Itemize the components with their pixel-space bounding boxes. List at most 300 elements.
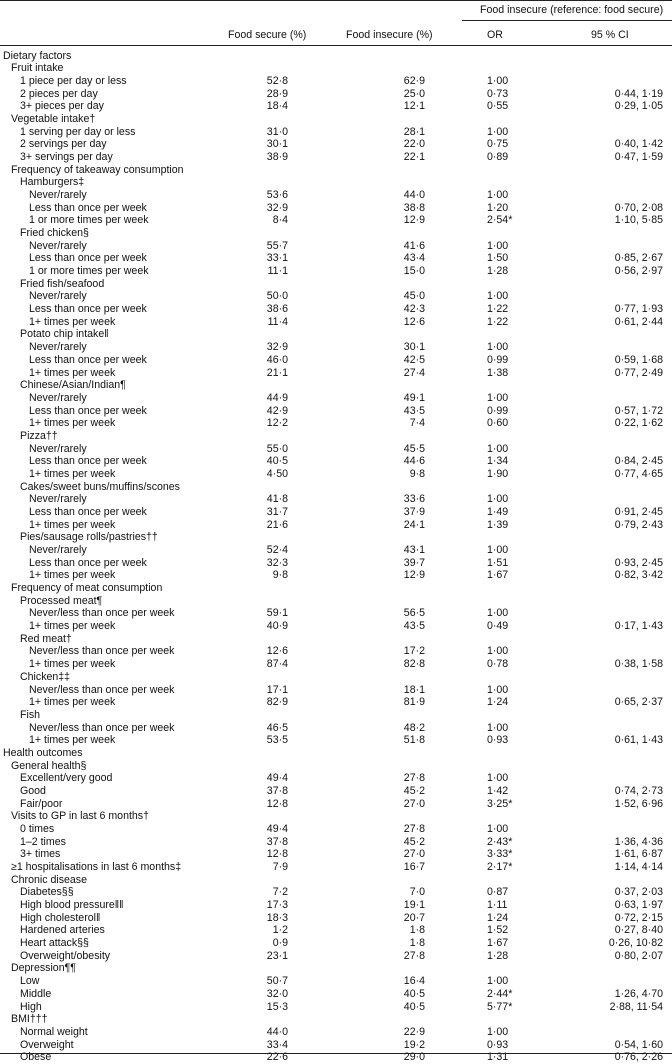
odds-ratio-value: 1·00 [487, 391, 509, 404]
row-label: Low [20, 975, 40, 988]
odds-ratio-value: 5·77* [487, 1000, 513, 1013]
odds-ratio-value: 1·00 [487, 74, 509, 87]
table-row [0, 582, 672, 595]
row-label: Vegetable intake† [11, 112, 96, 125]
food-secure-value: 17·1 [266, 683, 288, 696]
confidence-interval-value: 0·54, 1·60 [614, 1038, 663, 1051]
food-insecure-value: 42·3 [403, 303, 425, 316]
food-insecure-value: 44·0 [403, 188, 425, 201]
food-secure-value: 50·0 [266, 290, 288, 303]
food-secure-value: 1·2 [272, 924, 288, 937]
table-row [0, 265, 672, 278]
table-row [0, 988, 672, 1001]
food-secure-value: 32·9 [266, 201, 288, 214]
table-row [0, 88, 672, 101]
group-header: Food insecure (reference: food secure) [480, 4, 664, 16]
table-row [0, 772, 672, 785]
table-row [0, 354, 672, 367]
food-secure-value: 12·6 [266, 645, 288, 658]
row-label: Less than once per week [29, 353, 147, 366]
food-insecure-value: 43·1 [403, 544, 425, 557]
row-label: General health§ [11, 759, 87, 772]
odds-ratio-value: 0·93 [487, 734, 509, 747]
table-row [0, 950, 672, 963]
food-secure-value: 12·8 [266, 797, 288, 810]
table-row [0, 240, 672, 253]
food-insecure-value: 7·4 [409, 417, 425, 430]
table-row [0, 785, 672, 798]
food-insecure-value: 19·2 [403, 1038, 425, 1051]
table-row [0, 227, 672, 240]
table-row [0, 912, 672, 925]
row-label: 3+ servings per day [20, 150, 113, 163]
food-secure-value: 7·9 [272, 861, 288, 874]
food-insecure-value: 44·6 [403, 455, 425, 468]
row-label: Frequency of meat consumption [11, 582, 163, 595]
food-insecure-value: 27·8 [403, 949, 425, 962]
table-row [0, 316, 672, 329]
food-secure-value: 49·4 [266, 822, 288, 835]
confidence-interval-value: 1·52, 6·96 [614, 797, 663, 810]
odds-ratio-value: 1·24 [487, 911, 509, 924]
food-secure-value: 50·7 [266, 975, 288, 988]
odds-ratio-value: 1·00 [487, 645, 509, 658]
food-insecure-value: 45·2 [403, 784, 425, 797]
table-row [0, 531, 672, 544]
odds-ratio-value: 1·00 [487, 822, 509, 835]
food-insecure-value: 16·4 [403, 975, 425, 988]
food-insecure-value: 51·8 [403, 734, 425, 747]
row-label: 1+ times per week [29, 734, 116, 747]
table-row [0, 962, 672, 975]
food-secure-value: 38·9 [266, 150, 288, 163]
food-insecure-value: 37·9 [403, 505, 425, 518]
odds-ratio-value: 1·67 [487, 937, 509, 950]
table-row [0, 620, 672, 633]
odds-ratio-value: 1·49 [487, 505, 509, 518]
food-secure-value: 8·4 [272, 214, 288, 227]
confidence-interval-value: 0·40, 1·42 [614, 138, 663, 151]
row-label: Middle [20, 987, 52, 1000]
confidence-interval-value: 0·29, 1·05 [614, 100, 663, 113]
row-label: 1+ times per week [29, 696, 116, 709]
row-label: Less than once per week [29, 404, 147, 417]
food-secure-value: 0·9 [272, 937, 288, 950]
food-secure-value: 21·6 [266, 518, 288, 531]
confidence-interval-value: 1·10, 5·85 [614, 214, 663, 227]
food-insecure-value: 56·5 [403, 607, 425, 620]
row-label: Good [20, 784, 46, 797]
row-label: 1 serving per day or less [20, 125, 136, 138]
odds-ratio-value: 1·00 [487, 125, 509, 138]
odds-ratio-value: 1·00 [487, 188, 509, 201]
row-label: Hamburgers‡ [20, 176, 85, 189]
food-secure-value: 33·4 [266, 1038, 288, 1051]
food-secure-value: 40·9 [266, 620, 288, 633]
table-row [0, 455, 672, 468]
table-row [0, 468, 672, 481]
confidence-interval-value: 0·93, 2·45 [614, 556, 663, 569]
confidence-interval-value: 0·56, 2·97 [614, 265, 663, 278]
row-label: Never/less than once per week [29, 683, 175, 696]
row-label: 1+ times per week [29, 417, 116, 430]
confidence-interval-value: 0·65, 2·37 [614, 696, 663, 709]
food-secure-value: 41·8 [266, 493, 288, 506]
table-row [0, 62, 672, 75]
table-row [0, 607, 672, 620]
table-row [0, 214, 672, 227]
row-label: 1+ times per week [29, 315, 116, 328]
odds-ratio-value: 0·99 [487, 353, 509, 366]
food-insecure-value: 18·1 [403, 683, 425, 696]
row-label: Fried fish/seafood [20, 277, 105, 290]
odds-ratio-value: 1·24 [487, 696, 509, 709]
confidence-interval-value: 0·72, 2·15 [614, 911, 663, 924]
food-secure-value: 55·7 [266, 239, 288, 252]
odds-ratio-value: 1·11 [487, 899, 508, 912]
food-insecure-value: 42·5 [403, 353, 425, 366]
odds-ratio-value: 1·31 [487, 1051, 509, 1064]
row-label: 3+ pieces per day [20, 100, 104, 113]
row-label: Fish [20, 708, 41, 721]
odds-ratio-value: 1·22 [487, 303, 509, 316]
top-rule [0, 0, 672, 1]
row-label: Never/less than once per week [29, 645, 175, 658]
odds-ratio-value: 0·49 [487, 620, 509, 633]
row-label: 1 piece per day or less [20, 74, 127, 87]
row-label: Never/rarely [29, 290, 87, 303]
food-insecure-value: 1·8 [409, 924, 425, 937]
table-row [0, 734, 672, 747]
odds-ratio-value: 1·34 [487, 455, 509, 468]
row-label: BMI††† [11, 1013, 48, 1026]
row-label: Never/rarely [29, 493, 87, 506]
table-row [0, 493, 672, 506]
food-secure-value: 11·4 [267, 315, 288, 328]
food-secure-value: 55·0 [266, 442, 288, 455]
food-secure-value: 38·6 [266, 303, 288, 316]
food-secure-value: 12·2 [266, 417, 288, 430]
row-label: 1+ times per week [29, 569, 116, 582]
table-row [0, 671, 672, 684]
food-secure-value: 15·3 [266, 1000, 288, 1013]
confidence-interval-value: 0·85, 2·67 [614, 252, 663, 265]
table-row [0, 544, 672, 557]
odds-ratio-value: 1·00 [487, 1025, 509, 1038]
food-secure-value: 32·3 [266, 556, 288, 569]
row-label: 0 times [20, 822, 55, 835]
table-row [0, 1013, 672, 1026]
food-secure-value: 87·4 [266, 658, 288, 671]
row-label: 1+ times per week [29, 518, 116, 531]
table-row [0, 328, 672, 341]
confidence-interval-value: 0·77, 2·49 [614, 366, 663, 379]
odds-ratio-value: 1·00 [487, 442, 509, 455]
table-row [0, 975, 672, 988]
odds-ratio-value: 2·17* [487, 861, 513, 874]
row-label: Never/less than once per week [29, 607, 175, 620]
row-label: Depression¶¶ [11, 962, 76, 975]
odds-ratio-value: 1·00 [487, 544, 509, 557]
food-insecure-value: 22·1 [403, 150, 425, 163]
odds-ratio-value: 0·99 [487, 404, 509, 417]
row-label: 1+ times per week [29, 366, 116, 379]
confidence-interval-value: 0·79, 2·43 [614, 518, 663, 531]
odds-ratio-value: 2·54* [487, 214, 513, 227]
food-secure-value: 46·5 [266, 721, 288, 734]
table-row [0, 481, 672, 494]
table-row [0, 684, 672, 697]
food-secure-value: 11·1 [267, 265, 288, 278]
food-insecure-value: 19·1 [403, 899, 425, 912]
col-header-food-secure: Food secure (%) [228, 29, 307, 41]
table-row [0, 138, 672, 151]
food-insecure-value: 43·5 [403, 620, 425, 633]
table-row [0, 798, 672, 811]
table-row [0, 557, 672, 570]
odds-ratio-value: 2·43* [487, 835, 513, 848]
confidence-interval-value: 0·77, 1·93 [614, 303, 663, 316]
table-row [0, 303, 672, 316]
row-label: 1+ times per week [29, 467, 116, 480]
odds-ratio-value: 1·00 [487, 290, 509, 303]
row-label: Frequency of takeaway consumption [11, 163, 184, 176]
food-insecure-value: 16·7 [403, 861, 425, 874]
odds-ratio-value: 0·60 [487, 417, 509, 430]
food-insecure-value: 7·0 [409, 886, 425, 899]
food-insecure-value: 1·8 [409, 937, 425, 950]
table-row [0, 430, 672, 443]
row-label: Obese [20, 1051, 52, 1064]
food-secure-value: 46·0 [266, 353, 288, 366]
confidence-interval-value: 1·26, 4·70 [614, 987, 663, 1000]
row-label: High blood pressure‖‖ [20, 899, 124, 912]
table-row [0, 75, 672, 88]
row-label: Visits to GP in last 6 months† [11, 810, 149, 823]
row-label: Less than once per week [29, 455, 147, 468]
food-insecure-value: 28·1 [403, 125, 425, 138]
food-insecure-value: 29·0 [403, 1051, 425, 1064]
row-label: Fruit intake [11, 62, 64, 75]
table-row [0, 645, 672, 658]
food-insecure-value: 43·5 [403, 404, 425, 417]
odds-ratio-value: 1·00 [487, 239, 509, 252]
odds-ratio-value: 1·00 [487, 772, 509, 785]
confidence-interval-value: 0·84, 2·45 [614, 455, 663, 468]
food-insecure-value: 20·7 [403, 911, 425, 924]
odds-ratio-value: 1·52 [487, 924, 509, 937]
food-secure-value: 37·8 [266, 835, 288, 848]
table-row [0, 836, 672, 849]
confidence-interval-value: 0·38, 1·58 [614, 658, 663, 671]
table-row [0, 569, 672, 582]
odds-ratio-value: 0·78 [487, 658, 509, 671]
food-secure-value: 30·1 [266, 138, 288, 151]
row-label: ≥1 hospitalisations in last 6 months‡ [11, 861, 182, 874]
table-row [0, 379, 672, 392]
food-insecure-value: 39·7 [403, 556, 425, 569]
table-row [0, 658, 672, 671]
food-insecure-value: 27·4 [403, 366, 425, 379]
table-row [0, 874, 672, 887]
food-insecure-value: 30·1 [403, 341, 425, 354]
odds-ratio-value: 1·42 [487, 784, 509, 797]
table-row [0, 848, 672, 861]
confidence-interval-value: 0·82, 3·42 [614, 569, 663, 582]
confidence-interval-value: 0·47, 1·59 [614, 150, 663, 163]
table-row [0, 924, 672, 937]
row-label: 2 pieces per day [20, 87, 98, 100]
food-secure-value: 32·0 [266, 987, 288, 1000]
table-row [0, 696, 672, 709]
table-row [0, 1039, 672, 1052]
row-label: Cakes/sweet buns/muffins/scones [20, 480, 180, 493]
row-label: High cholesterol‖ [20, 911, 101, 924]
odds-ratio-value: 0·87 [487, 886, 509, 899]
row-label: Fried chicken§ [20, 227, 89, 240]
food-secure-value: 18·4 [266, 100, 288, 113]
table-row [0, 176, 672, 189]
confidence-interval-value: 0·17, 1·43 [614, 620, 663, 633]
odds-ratio-value: 0·89 [487, 150, 509, 163]
odds-ratio-value: 1·20 [487, 201, 509, 214]
confidence-interval-value: 2·88, 11·54 [609, 1000, 663, 1013]
food-secure-value: 42·9 [266, 404, 288, 417]
odds-ratio-value: 1·50 [487, 252, 509, 265]
row-label: 2 servings per day [20, 138, 107, 151]
table-row [0, 367, 672, 380]
confidence-interval-value: 1·61, 6·87 [614, 848, 663, 861]
row-label: High [20, 1000, 42, 1013]
table-row [0, 937, 672, 950]
confidence-interval-value: 0·37, 2·03 [614, 886, 663, 899]
confidence-interval-value: 0·91, 2·45 [614, 505, 663, 518]
row-label: Potato chip intake‖ [20, 328, 109, 341]
food-insecure-value: 38·8 [403, 201, 425, 214]
odds-ratio-value: 1·67 [487, 569, 509, 582]
food-insecure-value: 12·9 [403, 214, 425, 227]
confidence-interval-value: 0·57, 1·72 [614, 404, 663, 417]
table-row [0, 392, 672, 405]
table-row [0, 100, 672, 113]
food-insecure-value: 27·0 [403, 848, 425, 861]
food-insecure-value: 12·9 [403, 569, 425, 582]
row-label: Chicken‡‡ [20, 670, 71, 683]
food-insecure-value: 40·5 [403, 1000, 425, 1013]
food-secure-value: 32·9 [266, 341, 288, 354]
table-row [0, 861, 672, 874]
odds-ratio-value: 1·00 [487, 341, 509, 354]
table-row [0, 113, 672, 126]
food-insecure-value: 9·8 [409, 467, 425, 480]
row-label: Never/rarely [29, 442, 87, 455]
table-row [0, 760, 672, 773]
table-row [0, 899, 672, 912]
col-header-food-insecure: Food insecure (%) [346, 29, 433, 41]
food-secure-value: 9·8 [272, 569, 288, 582]
row-label: Excellent/very good [20, 772, 113, 785]
odds-ratio-value: 1·00 [487, 607, 509, 620]
food-insecure-value: 27·8 [403, 772, 425, 785]
bottom-rule [0, 1053, 672, 1054]
food-secure-value: 53·5 [266, 734, 288, 747]
table-row [0, 341, 672, 354]
odds-ratio-value: 1·00 [487, 493, 509, 506]
odds-ratio-value: 0·55 [487, 100, 509, 113]
food-secure-value: 18·3 [266, 911, 288, 924]
food-insecure-value: 27·0 [403, 797, 425, 810]
food-insecure-value: 22·0 [403, 138, 425, 151]
confidence-interval-value: 0·63, 1·97 [614, 899, 663, 912]
food-secure-value: 49·4 [266, 772, 288, 785]
food-insecure-value: 82·8 [403, 658, 425, 671]
table-row [0, 405, 672, 418]
table-row [0, 443, 672, 456]
food-insecure-value: 40·5 [403, 987, 425, 1000]
food-insecure-value: 45·0 [403, 290, 425, 303]
table-row [0, 189, 672, 202]
food-secure-value: 31·7 [266, 505, 288, 518]
food-insecure-value: 43·4 [403, 252, 425, 265]
row-label: Dietary factors [3, 49, 72, 62]
food-secure-value: 44·0 [266, 1025, 288, 1038]
food-insecure-value: 48·2 [403, 721, 425, 734]
table-row [0, 151, 672, 164]
confidence-interval-value: 0·61, 1·43 [614, 734, 663, 747]
food-secure-value: 37·8 [266, 784, 288, 797]
odds-ratio-value: 1·00 [487, 975, 509, 988]
odds-ratio-value: 3·33* [487, 848, 513, 861]
confidence-interval-value: 1·14, 4·14 [614, 861, 663, 874]
row-label: Less than once per week [29, 505, 147, 518]
table-row [0, 278, 672, 291]
table-row [0, 202, 672, 215]
food-secure-value: 23·1 [266, 949, 288, 962]
row-label: Diabetes§§ [20, 886, 74, 899]
table-row [0, 519, 672, 532]
table-row [0, 722, 672, 735]
table-row [0, 823, 672, 836]
odds-ratio-value: 0·75 [487, 138, 509, 151]
row-label: Chinese/Asian/Indian¶ [20, 379, 126, 392]
food-secure-value: 31·0 [266, 125, 288, 138]
confidence-interval-value: 0·70, 2·08 [614, 201, 663, 214]
row-label: Less than once per week [29, 556, 147, 569]
food-insecure-value: 17·2 [403, 645, 425, 658]
row-label: Fair/poor [20, 797, 63, 810]
odds-ratio-value: 1·22 [487, 315, 509, 328]
odds-ratio-value: 1·39 [487, 518, 509, 531]
food-secure-value: 52·4 [266, 544, 288, 557]
food-insecure-value: 24·1 [403, 518, 425, 531]
confidence-interval-value: 0·59, 1·68 [614, 353, 663, 366]
confidence-interval-value: 0·74, 2·73 [614, 784, 663, 797]
row-label: Never/rarely [29, 188, 87, 201]
row-label: Pies/sausage rolls/pastries†† [20, 531, 158, 544]
row-label: Normal weight [20, 1025, 88, 1038]
food-secure-value: 33·1 [266, 252, 288, 265]
food-insecure-value: 27·8 [403, 822, 425, 835]
col-header-or: OR [487, 29, 503, 41]
food-insecure-value: 12·1 [403, 100, 425, 113]
food-secure-value: 4·50 [266, 467, 288, 480]
row-label: Health outcomes [3, 746, 83, 759]
food-insecure-value: 62·9 [403, 74, 425, 87]
odds-ratio-value: 1·38 [487, 366, 509, 379]
table-row [0, 633, 672, 646]
odds-ratio-value: 3·25* [487, 797, 513, 810]
odds-ratio-value: 2·44* [487, 987, 513, 1000]
